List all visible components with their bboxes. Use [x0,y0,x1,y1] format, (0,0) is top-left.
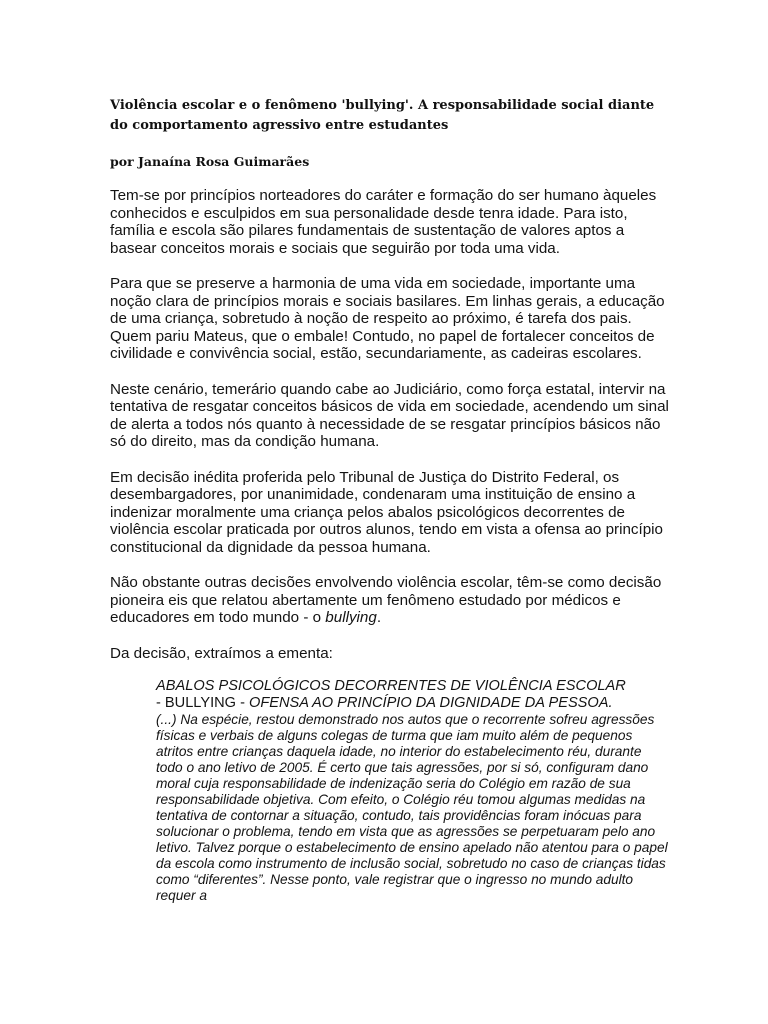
paragraph-5-text: Não obstante outras decisões envolvendo violência escolar, têm-se como decisão pioneira eis que relatou abertamente um fenômeno estudado por médicos e educadores em todo mundo - o [110,574,662,626]
document-page [110,96,670,904]
ementa-quote [156,678,671,904]
paragraph-5-end: . [376,609,382,626]
ementa-intro: Da decisão, extraímos a ementa: [110,644,333,662]
article-title: Violência escolar e o fenômeno 'bullying'. A responsabilidade social diante do comportamento agressivo entre estudantes [110,98,655,133]
paragraph-1: Tem-se por princípios norteadores do caráter e formação do ser humano àqueles conhecidos e esculpidos em sua personalidade desde tenra idade. Para isto, família e escola são pilares fundamentais de sustentação de valores aptos a basear conceitos morais e sociais que seguirão por toda uma vida. [110,187,657,257]
ementa-bullying-label: - BULLYING - [156,695,249,711]
ementa-heading-line-2 [156,695,671,712]
paragraph-3: Neste cenário, temerário quando cabe ao Judiciário, como força estatal, intervir na tentativa de resgatar conceitos básicos de vida em sociedade, acendendo um sinal de alerta a todos nós quanto à necessidade de se resgatar princípios básicos não só do direito, mas da condição humana. [110,380,669,450]
paragraph-4: Em decisão inédita proferida pelo Tribunal de Justiça do Distrito Federal, os desembargadores, por unanimidade, condenaram uma instituição de ensino a indenizar moralmente uma criança pelos abalos psicológicos decorrentes de violência escolar praticada por outros alunos, tendo em vista a ofensa ao princípio constitucional da dignidade da pessoa humana. [110,468,663,556]
article-author: por Janaína Rosa Guimarães [110,154,310,169]
paragraph-5 [110,574,670,627]
ementa-heading-line-1: ABALOS PSICOLÓGICOS DECORRENTES DE VIOLÊNCIA ESCOLAR [156,678,626,694]
paragraph-2: Para que se preserve a harmonia de uma vida em sociedade, importante uma noção clara de princípios morais e sociais basilares. Em linhas gerais, a educação de uma criança, sobretudo à noção de respeito ao próximo, é tarefa dos pais. Quem pariu Mateus, que o embale! Contudo, no papel de fortalecer conceitos de civilidade e convivência social, estão, secundariamente, as cadeiras escolares. [110,275,665,362]
ementa-body: (...) Na espécie, restou demonstrado nos autos que o recorrente sofreu agressões físicas e verbais de alguns colegas de turma que iam muito além de pequenos atritos entre crianças daquela idade, no interior do estabelecimento réu, durante todo o ano letivo de 2005. É certo que tais agressões, por si só, configuram dano moral cuja responsabilidade de indenização seria do Colégio em razão de sua responsabilidade objetiva. Com efeito, o Colégio réu tomou algumas medidas na tentativa de contornar a situação, contudo, tais providências foram inócuas para solucionar o problema, tendo em vista que as agressões se perpetuaram pelo ano letivo. Talvez porque o estabelecimento de ensino apelado não atentou para o papel da escola como instrumento de inclusão social, sobretudo no caso de crianças tidas como “diferentes”. Nesse ponto, vale registrar que o ingresso no mundo adulto requer a [156,712,668,903]
bullying-emphasis: bullying [325,609,377,626]
ementa-heading-rest: OFENSA AO PRINCÍPIO DA DIGNIDADE DA PESSOA. [249,695,613,711]
